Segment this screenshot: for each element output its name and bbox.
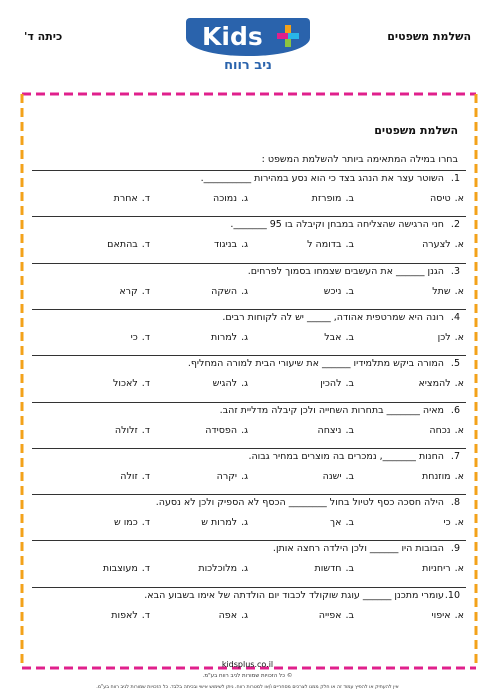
option-letter: ד. bbox=[141, 378, 150, 390]
option-text: כמו ש bbox=[113, 517, 138, 529]
option-letter: ג. bbox=[241, 424, 248, 436]
answer-option[interactable] bbox=[213, 378, 248, 389]
option-letter: ג. bbox=[241, 563, 248, 575]
answer-option[interactable] bbox=[198, 563, 248, 574]
option-letter: ד. bbox=[141, 193, 150, 204]
plus-icon bbox=[276, 24, 300, 48]
question-item bbox=[30, 448, 466, 494]
question-text: חני הרגישה שהצליחה במבחן וקיבלה בו 95 _______. bbox=[230, 219, 444, 231]
question-separator bbox=[32, 587, 466, 588]
answer-option[interactable] bbox=[324, 286, 354, 297]
answer-option[interactable] bbox=[219, 610, 248, 621]
logo-subtitle: ניב רווח bbox=[224, 58, 272, 73]
instruction-text: בחרו במילה המתאימה ביותר להשלמת המשפט : bbox=[261, 154, 458, 165]
option-text: למרות bbox=[211, 331, 238, 343]
answer-option[interactable] bbox=[213, 193, 248, 204]
answer-option[interactable] bbox=[422, 563, 464, 574]
option-letter: א. bbox=[454, 517, 464, 529]
option-text: מלוכלכות bbox=[198, 563, 238, 575]
option-text: איפוי bbox=[431, 609, 451, 621]
option-text: אך bbox=[330, 517, 342, 529]
option-text: אפה bbox=[218, 609, 238, 621]
answer-option[interactable] bbox=[319, 610, 354, 621]
option-letter: ב. bbox=[345, 609, 354, 621]
answer-option[interactable] bbox=[113, 378, 150, 389]
option-text: אחרת bbox=[113, 193, 138, 204]
question-text: הילה חסכה כסף לטיול בחול ________ הכסף לא הספיק ולכן לא נסעה. bbox=[155, 497, 444, 509]
answer-option[interactable] bbox=[120, 471, 150, 482]
option-text: נמוכה bbox=[212, 193, 238, 204]
option-letter: ב. bbox=[345, 470, 354, 482]
question-number: 10. bbox=[444, 589, 460, 601]
page-header bbox=[0, 0, 495, 80]
question-item bbox=[30, 355, 466, 401]
answer-option[interactable] bbox=[324, 332, 354, 343]
option-letter: ג. bbox=[241, 239, 248, 251]
option-letter: א. bbox=[454, 239, 464, 251]
question-number: 7. bbox=[450, 450, 460, 462]
answer-option[interactable] bbox=[315, 563, 354, 574]
footer-site: kidsplus.co.il bbox=[221, 660, 274, 669]
kids-plus-logo bbox=[186, 18, 310, 76]
question-item bbox=[30, 216, 466, 262]
answer-option[interactable] bbox=[330, 517, 354, 528]
option-letter: א. bbox=[454, 563, 464, 575]
question-number: 5. bbox=[450, 358, 460, 370]
answer-option[interactable] bbox=[429, 425, 464, 436]
option-letter: א. bbox=[454, 378, 464, 390]
question-number: 6. bbox=[450, 404, 460, 416]
question-item bbox=[30, 540, 466, 586]
option-text: זולה bbox=[120, 470, 138, 482]
option-letter: א. bbox=[454, 331, 464, 343]
question-number: 8. bbox=[450, 497, 460, 509]
grade-label: כיתה ד' bbox=[24, 30, 63, 43]
answer-option[interactable] bbox=[418, 378, 464, 389]
option-text: קרא bbox=[119, 285, 138, 297]
option-text: השקה bbox=[211, 285, 238, 297]
answer-option[interactable] bbox=[443, 517, 464, 528]
option-text: ישנה bbox=[322, 470, 342, 482]
option-text: לאפות bbox=[111, 609, 138, 621]
answer-option[interactable] bbox=[422, 471, 464, 482]
option-text: ניצחה bbox=[317, 424, 342, 436]
question-item bbox=[30, 263, 466, 309]
option-letter: ב. bbox=[345, 517, 354, 529]
option-letter: א. bbox=[454, 470, 464, 482]
question-item bbox=[30, 170, 466, 216]
option-letter: ד. bbox=[141, 424, 150, 436]
option-text: לצערה bbox=[422, 239, 451, 251]
answer-option[interactable] bbox=[214, 239, 248, 250]
answer-option[interactable] bbox=[432, 286, 464, 297]
answer-option[interactable] bbox=[211, 332, 248, 343]
question-separator bbox=[32, 540, 466, 541]
option-text: למרות ש bbox=[201, 517, 238, 529]
option-letter: ד. bbox=[141, 285, 150, 297]
option-text: לאכול bbox=[113, 378, 138, 390]
logo-wordmark: Kids bbox=[202, 22, 263, 51]
question-text: רונה היא שמרטפית אהודה, _____ יש לה לקוחות רבים. bbox=[222, 311, 444, 323]
option-text: זלולה bbox=[114, 424, 138, 436]
question-text: השוטר עצר את הנהג בצד כי הוא נסע במהירות __________. bbox=[200, 173, 444, 184]
option-text: נכחה bbox=[429, 424, 451, 436]
answer-option[interactable] bbox=[422, 239, 464, 250]
option-text: בניגוד bbox=[213, 239, 238, 251]
answer-option[interactable] bbox=[438, 332, 464, 343]
question-text: מאיה _______ בתחרות השחייה ולכן קיבלה מדליית זהב. bbox=[219, 404, 444, 416]
option-letter: ב. bbox=[345, 193, 354, 204]
question-number: 9. bbox=[450, 543, 460, 555]
answer-option[interactable] bbox=[115, 425, 150, 436]
answer-option[interactable] bbox=[107, 239, 150, 250]
question-text: עומרי מתכנן ______ עוגת שוקולד לכבוד יום הולדתה של אימו בשבוע הבא. bbox=[144, 589, 444, 601]
question-separator bbox=[32, 309, 466, 310]
option-letter: ג. bbox=[241, 331, 248, 343]
option-letter: א. bbox=[454, 424, 464, 436]
question-item bbox=[30, 402, 466, 448]
question-separator bbox=[32, 170, 466, 171]
option-letter: ב. bbox=[345, 378, 354, 390]
option-letter: ב. bbox=[345, 285, 354, 297]
answer-option[interactable] bbox=[205, 425, 248, 436]
option-letter: ד. bbox=[141, 331, 150, 343]
option-text: ריחניות bbox=[422, 563, 451, 575]
option-text: חדשות bbox=[314, 563, 342, 575]
option-text: להגיש bbox=[212, 378, 238, 390]
question-number: 3. bbox=[450, 265, 460, 277]
option-letter: ג. bbox=[241, 517, 248, 529]
question-separator bbox=[32, 216, 466, 217]
question-separator bbox=[32, 448, 466, 449]
answer-option[interactable] bbox=[312, 193, 354, 204]
question-item bbox=[30, 309, 466, 355]
option-text: כי bbox=[443, 517, 451, 529]
header-topic: השלמת משפטים bbox=[387, 30, 471, 43]
answer-option[interactable] bbox=[217, 471, 248, 482]
option-text: בדומה ל bbox=[307, 239, 342, 251]
option-text: בהתאם bbox=[107, 239, 138, 251]
option-text: טיסה bbox=[429, 193, 451, 204]
question-separator bbox=[32, 355, 466, 356]
option-text: הפסידה bbox=[205, 424, 238, 436]
worksheet-title: השלמת משפטים bbox=[374, 124, 458, 137]
question-separator bbox=[32, 494, 466, 495]
option-letter: ד. bbox=[141, 563, 150, 575]
answer-option[interactable] bbox=[119, 286, 150, 297]
answer-option[interactable] bbox=[320, 378, 354, 389]
question-item bbox=[30, 587, 466, 633]
option-text: מוזנחת bbox=[422, 470, 451, 482]
answer-option[interactable] bbox=[307, 239, 354, 250]
question-separator bbox=[32, 263, 466, 264]
option-text: לכן bbox=[437, 331, 451, 343]
option-letter: ב. bbox=[345, 331, 354, 343]
option-letter: ג. bbox=[241, 193, 248, 204]
option-letter: א. bbox=[454, 609, 464, 621]
answer-option[interactable] bbox=[318, 425, 355, 436]
answer-option[interactable] bbox=[114, 193, 150, 204]
option-letter: ג. bbox=[241, 609, 248, 621]
option-text: אפייה bbox=[318, 609, 342, 621]
option-letter: ג. bbox=[241, 285, 248, 297]
option-letter: א. bbox=[454, 193, 464, 204]
option-text: מעוצבות bbox=[102, 563, 138, 575]
answer-option[interactable] bbox=[211, 286, 248, 297]
question-item bbox=[30, 494, 466, 540]
question-number: 2. bbox=[450, 219, 460, 231]
option-letter: ד. bbox=[141, 470, 150, 482]
question-text: הגנן ______ את העשבים שצמחו בסמוך לפרחים. bbox=[247, 265, 444, 277]
worksheet-content bbox=[30, 100, 466, 662]
option-text: שתל bbox=[432, 285, 451, 297]
option-letter: ב. bbox=[345, 563, 354, 575]
question-text: המורה ביקש מתלמידיו ______ את שיעורי הבית למורה המחליף. bbox=[187, 358, 444, 370]
footer-copyright: © כל הזכויות שמורות לניב רווח בע"מ. bbox=[202, 673, 293, 679]
question-separator bbox=[32, 402, 466, 403]
answer-option[interactable] bbox=[432, 610, 465, 621]
option-text: להכין bbox=[320, 378, 342, 390]
question-text: החנות _______, נמכרים בה מוצרים במחיר גבוה. bbox=[248, 450, 444, 462]
option-letter: ב. bbox=[345, 424, 354, 436]
answer-option[interactable] bbox=[111, 610, 150, 621]
answer-option[interactable] bbox=[323, 471, 354, 482]
option-text: כי bbox=[130, 331, 138, 343]
option-text: מופרזת bbox=[311, 193, 342, 204]
question-text: הבובות היו ______ ולכן הילדה רחצה אותן. bbox=[272, 543, 444, 555]
option-text: ניכש bbox=[323, 285, 342, 297]
option-letter: ג. bbox=[241, 378, 248, 390]
option-text: להמציא bbox=[418, 378, 451, 390]
answer-option[interactable] bbox=[430, 193, 464, 204]
question-number: 1. bbox=[450, 173, 460, 184]
option-letter: א. bbox=[454, 285, 464, 297]
question-number: 4. bbox=[450, 311, 460, 323]
option-letter: ב. bbox=[345, 239, 354, 251]
option-text: יקרה bbox=[216, 470, 238, 482]
option-letter: ד. bbox=[141, 517, 150, 529]
answer-option[interactable] bbox=[201, 517, 248, 528]
option-letter: ג. bbox=[241, 470, 248, 482]
option-letter: ד. bbox=[141, 239, 150, 251]
footer-legal: אין להעתיק או להפיץ עמוד זה או חלק ממנו לצרכים מסחריים ו/או למטרות רווח. ניתן לשימוש אישי ובכיתה בלבד. כל הזכויות שמורות לניב רווח בע"מ. bbox=[96, 685, 399, 690]
answer-option[interactable] bbox=[131, 332, 150, 343]
answer-option[interactable] bbox=[103, 563, 150, 574]
answer-option[interactable] bbox=[114, 517, 150, 528]
option-letter: ד. bbox=[141, 609, 150, 621]
option-text: אבל bbox=[324, 331, 342, 343]
